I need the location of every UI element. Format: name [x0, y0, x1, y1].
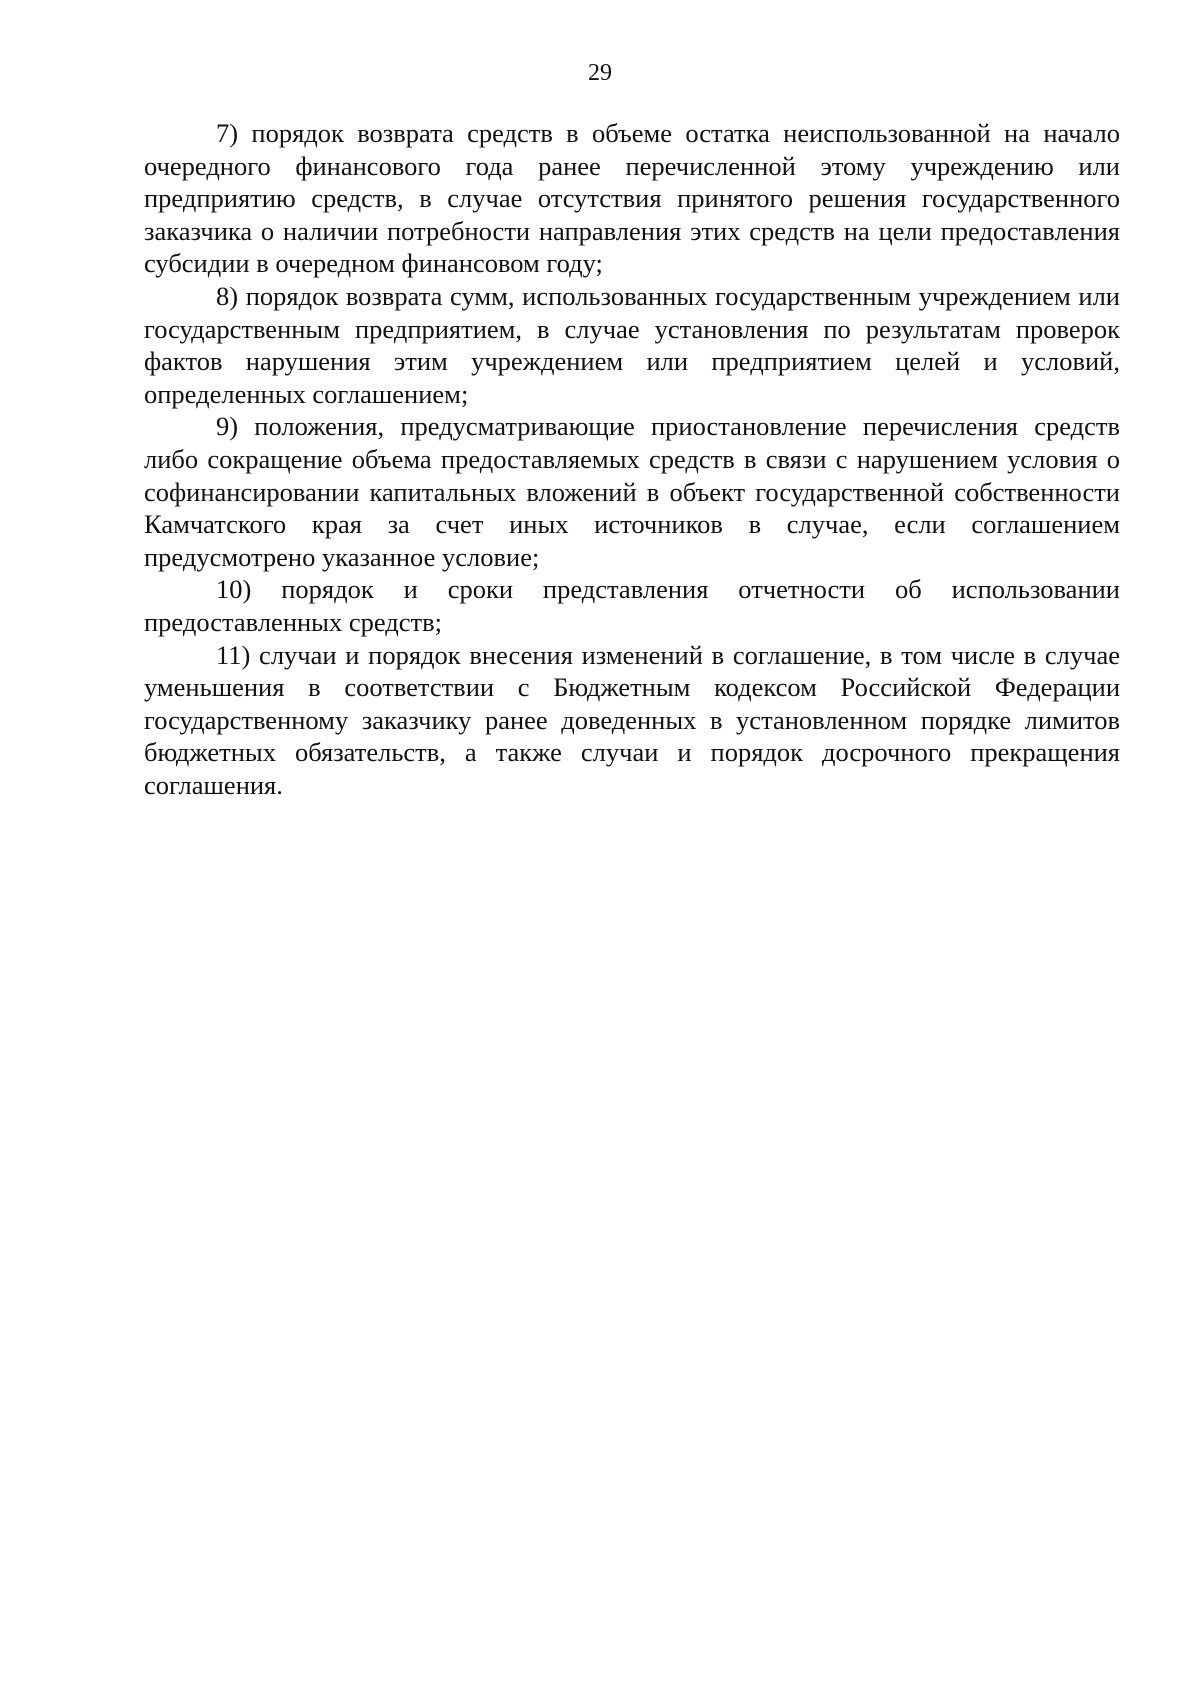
document-body — [144, 117, 1120, 801]
paragraph-item-7: 7) порядок возврата средств в объеме остатка неиспользованной на начало очередного финансового года ранее перечисленной этому учреждению или предприятию средств, в случае отсутствия принятого решения государственного заказчика о наличии потребности направления этих средств на цели предоставления субсидии в очередном финансовом году; — [144, 118, 1120, 279]
paragraph-item-11: 11) случаи и порядок внесения изменений в соглашение, в том числе в случае уменьшения в соответствии с Бюджетным кодексом Российской Федерации государственному заказчику ранее доведенных в установленном порядке лимитов бюджетных обязательств, а также случаи и порядок досрочного прекращения соглашения. — [144, 639, 1120, 800]
page-number: 29 — [588, 60, 612, 86]
paragraph-item-9: 9) положения, предусматривающие приостановление перечисления средств либо сокращение объема предоставляемых средств в связи с нарушением условия о софинансировании капитальных вложений в объект государственной собственности Камчатского края за счет иных источников в случае, если соглашением предусмотрено указанное условие; — [144, 411, 1120, 572]
paragraph-item-8: 8) порядок возврата сумм, использованных государственным учреждением или государственным предприятием, в случае установления по результатам проверок фактов нарушения этим учреждением или предприятием целей и условий, определенных соглашением; — [144, 280, 1120, 409]
paragraph-item-10: 10) порядок и сроки представления отчетности об использовании предоставленных средств; — [144, 574, 1120, 637]
